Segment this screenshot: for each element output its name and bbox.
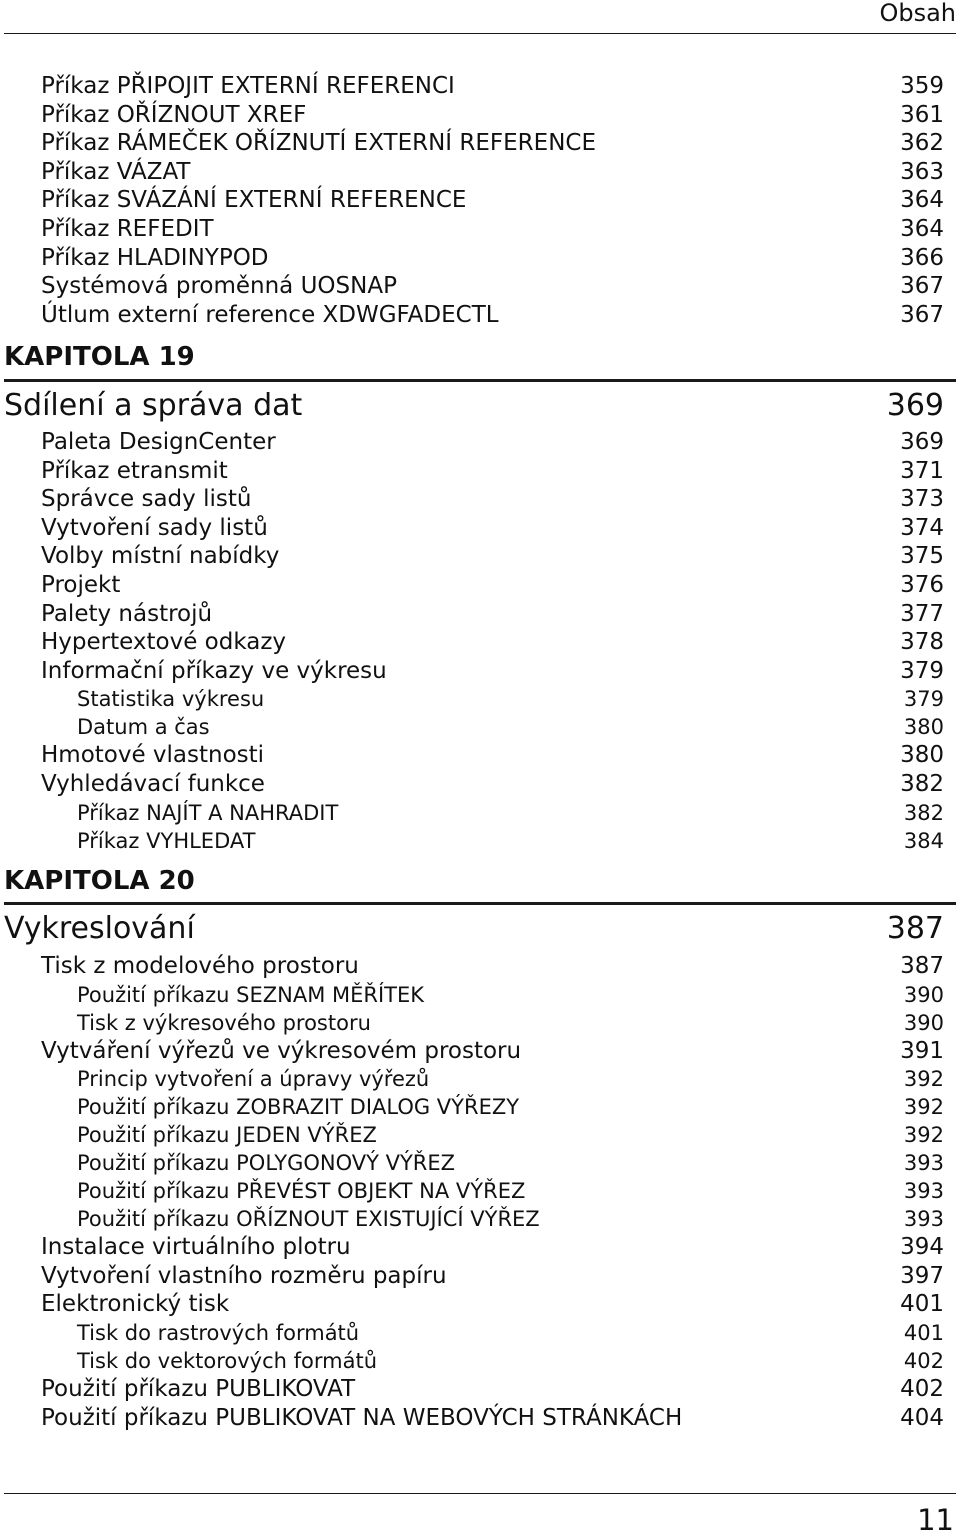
chapter-20-page: 387: [886, 911, 944, 946]
chapter-19-title: Sdílení a správa dat: [4, 388, 303, 423]
toc-entry-page: 380: [900, 742, 944, 769]
toc-entry-page: 392: [903, 1095, 944, 1120]
toc-entry-title: Tisk z výkresového prostoru: [77, 1010, 371, 1035]
toc-entry[interactable]: [4, 1404, 944, 1433]
toc-entry[interactable]: [4, 158, 944, 187]
toc-entry[interactable]: [4, 571, 944, 600]
toc-entry-page: 379: [900, 657, 944, 684]
toc-entry-title: Volby místní nabídky: [41, 543, 280, 570]
toc-entry-title: Palety nástrojů: [41, 600, 213, 627]
toc-entry[interactable]: [4, 542, 944, 571]
chapter-19-rule: [4, 379, 956, 382]
toc-entry[interactable]: [4, 514, 944, 543]
toc-block-chapter-20: [4, 952, 944, 1432]
toc-entry-title: Použití příkazu OŘÍZNOUT EXISTUJÍCÍ VÝŘEZ: [77, 1207, 540, 1232]
toc-entry-page: 401: [900, 1291, 944, 1318]
toc-entry[interactable]: [4, 741, 944, 770]
toc-entry-title: Příkaz VYHLEDAT: [77, 828, 256, 853]
toc-entry[interactable]: [4, 1205, 944, 1233]
footer-rule: [4, 1493, 956, 1494]
toc-entry-title: Příkaz etransmit: [41, 457, 228, 484]
toc-entry-title: Statistika výkresu: [77, 687, 265, 712]
chapter-19-page: 369: [886, 388, 944, 423]
toc-entry-title: Informační příkazy ve výkresu: [41, 657, 387, 684]
toc-entry-title: Příkaz OŘÍZNOUT XREF: [41, 101, 307, 128]
toc-entry-page: 397: [900, 1262, 944, 1289]
toc-entry-page: 390: [903, 1010, 944, 1035]
toc-entry[interactable]: [4, 428, 944, 457]
toc-entry[interactable]: [4, 485, 944, 514]
toc-entry-page: 367: [900, 301, 944, 328]
toc-entry-title: Příkaz VÁZAT: [41, 158, 191, 185]
toc-entry-page: 376: [900, 571, 944, 598]
toc-entry-title: Příkaz HLADINYPOD: [41, 244, 269, 271]
toc-entry[interactable]: [4, 600, 944, 629]
toc-entry[interactable]: [4, 1093, 944, 1121]
toc-entry-title: Použití příkazu PŘEVÉST OBJEKT NA VÝŘEZ: [77, 1179, 526, 1204]
toc-entry-title: Vytváření výřezů ve výkresovém prostoru: [41, 1037, 522, 1064]
chapter-19-label: KAPITOLA 19: [4, 342, 195, 372]
toc-entry-page: 393: [903, 1179, 944, 1204]
toc-entry-page: 387: [900, 953, 944, 979]
toc-entry-page: 392: [903, 1123, 944, 1148]
toc-entry[interactable]: [4, 1065, 944, 1093]
toc-entry[interactable]: [4, 457, 944, 486]
toc-entry[interactable]: [4, 628, 944, 657]
toc-entry-page: 377: [900, 600, 944, 627]
toc-entry[interactable]: [4, 657, 944, 686]
toc-entry-page: 364: [900, 187, 944, 214]
toc-entry-page: 402: [903, 1348, 944, 1373]
toc-entry-title: Systémová proměnná UOSNAP: [41, 273, 397, 300]
toc-entry-page: 382: [900, 770, 944, 797]
toc-entry-title: Vytvoření vlastního rozměru papíru: [41, 1262, 447, 1289]
toc-entry-title: Příkaz RÁMEČEK OŘÍZNUTÍ EXTERNÍ REFERENCE: [41, 130, 596, 157]
toc-entry[interactable]: [4, 129, 944, 158]
toc-entry[interactable]: [4, 1290, 944, 1319]
toc-entry[interactable]: [4, 1319, 944, 1347]
toc-entry[interactable]: [4, 301, 944, 330]
chapter-20-rule: [4, 902, 956, 905]
toc-entry-title: Tisk do rastrových formátů: [77, 1320, 360, 1345]
toc-entry[interactable]: [4, 685, 944, 713]
toc-entry-title: Paleta DesignCenter: [41, 429, 276, 455]
toc-entry-page: 364: [900, 215, 944, 242]
toc-entry-title: Tisk z modelového prostoru: [41, 953, 359, 979]
toc-entry[interactable]: [4, 1347, 944, 1375]
toc-entry-page: 393: [903, 1151, 944, 1176]
toc-entry-page: 373: [900, 486, 944, 513]
chapter-19-heading[interactable]: [4, 388, 944, 423]
toc-entry[interactable]: [4, 981, 944, 1009]
toc-entry-title: Příkaz NAJÍT A NAHRADIT: [77, 800, 339, 825]
toc-entry-page: 367: [900, 273, 944, 300]
toc-entry-page: 359: [900, 73, 944, 99]
toc-entry-title: Tisk do vektorových formátů: [77, 1348, 378, 1373]
toc-entry[interactable]: [4, 72, 944, 101]
toc-entry-page: 394: [900, 1234, 944, 1261]
toc-entry-page: 391: [900, 1037, 944, 1064]
toc-entry-title: Vytvoření sady listů: [41, 514, 268, 541]
toc-entry-page: 404: [900, 1404, 944, 1431]
chapter-20-label: KAPITOLA 20: [4, 866, 195, 896]
toc-entry[interactable]: [4, 1149, 944, 1177]
toc-entry[interactable]: [4, 1233, 944, 1262]
toc-entry[interactable]: [4, 1121, 944, 1149]
toc-entry-page: 379: [903, 687, 944, 712]
toc-entry-title: Projekt: [41, 571, 121, 598]
toc-entry-page: 382: [903, 800, 944, 825]
toc-entry-title: Použití příkazu POLYGONOVÝ VÝŘEZ: [77, 1151, 456, 1176]
toc-entry-title: Použití příkazu ZOBRAZIT DIALOG VÝŘEZY: [77, 1095, 520, 1120]
toc-entry-title: Princip vytvoření a úpravy výřezů: [77, 1067, 430, 1092]
toc-entry-title: Použití příkazu PUBLIKOVAT: [41, 1375, 356, 1402]
toc-entry[interactable]: [4, 1009, 944, 1037]
toc-entry[interactable]: [4, 1177, 944, 1205]
header-rule: [4, 33, 956, 34]
toc-entry-title: Instalace virtuálního plotru: [41, 1234, 351, 1261]
toc-entry[interactable]: [4, 215, 944, 244]
toc-entry[interactable]: [4, 827, 944, 855]
toc-entry-page: 393: [903, 1207, 944, 1232]
toc-entry-title: Použití příkazu PUBLIKOVAT NA WEBOVÝCH STRÁNKÁCH: [41, 1404, 683, 1431]
page-number: 11: [917, 1503, 954, 1537]
toc-entry-title: Útlum externí reference XDWGFADECTL: [41, 301, 499, 328]
toc-entry-page: 363: [900, 158, 944, 185]
toc-entry-page: 390: [903, 982, 944, 1007]
toc-entry-title: Elektronický tisk: [41, 1291, 230, 1318]
toc-entry-page: 366: [900, 244, 944, 271]
toc-entry-title: Příkaz PŘIPOJIT EXTERNÍ REFERENCI: [41, 73, 455, 99]
toc-entry-title: Datum a čas: [77, 715, 210, 740]
toc-entry-page: 374: [900, 514, 944, 541]
toc-entry[interactable]: [4, 799, 944, 827]
toc-entry[interactable]: [4, 244, 944, 273]
toc-entry-page: 402: [900, 1375, 944, 1402]
toc-entry-title: Použití příkazu SEZNAM MĚŘÍTEK: [77, 982, 425, 1007]
toc-entry-title: Příkaz REFEDIT: [41, 215, 214, 242]
toc-entry-page: 378: [900, 629, 944, 656]
chapter-20-heading[interactable]: [4, 911, 944, 946]
toc-entry-title: Příkaz SVÁZÁNÍ EXTERNÍ REFERENCE: [41, 187, 467, 214]
toc-entry-page: 362: [900, 130, 944, 157]
toc-block-chapter-19: [4, 428, 944, 855]
toc-entry-title: Vyhledávací funkce: [41, 770, 265, 797]
toc-entry-page: 384: [903, 828, 944, 853]
toc-entry-title: Použití příkazu JEDEN VÝŘEZ: [77, 1123, 377, 1148]
section-header: Obsah: [879, 0, 956, 27]
toc-entry[interactable]: [4, 1375, 944, 1404]
toc-entry-page: 392: [903, 1067, 944, 1092]
toc-entry-title: Hypertextové odkazy: [41, 629, 287, 656]
toc-entry-page: 375: [900, 543, 944, 570]
chapter-20-title: Vykreslování: [4, 911, 195, 946]
toc-block-intro: [4, 72, 944, 329]
toc-entry[interactable]: [4, 770, 944, 799]
toc-entry[interactable]: [4, 713, 944, 741]
toc-entry[interactable]: [4, 186, 944, 215]
toc-entry[interactable]: [4, 1262, 944, 1291]
toc-entry-page: 401: [903, 1320, 944, 1345]
toc-entry-title: Správce sady listů: [41, 486, 252, 513]
toc-entry-title: Hmotové vlastnosti: [41, 742, 265, 769]
toc-entry[interactable]: [4, 101, 944, 130]
toc-entry-page: 371: [900, 457, 944, 484]
toc-entry[interactable]: [4, 272, 944, 301]
toc-entry-page: 380: [903, 715, 944, 740]
toc-entry-page: 361: [900, 101, 944, 128]
toc-entry[interactable]: [4, 952, 944, 981]
toc-entry[interactable]: [4, 1037, 944, 1066]
toc-entry-page: 369: [900, 429, 944, 455]
